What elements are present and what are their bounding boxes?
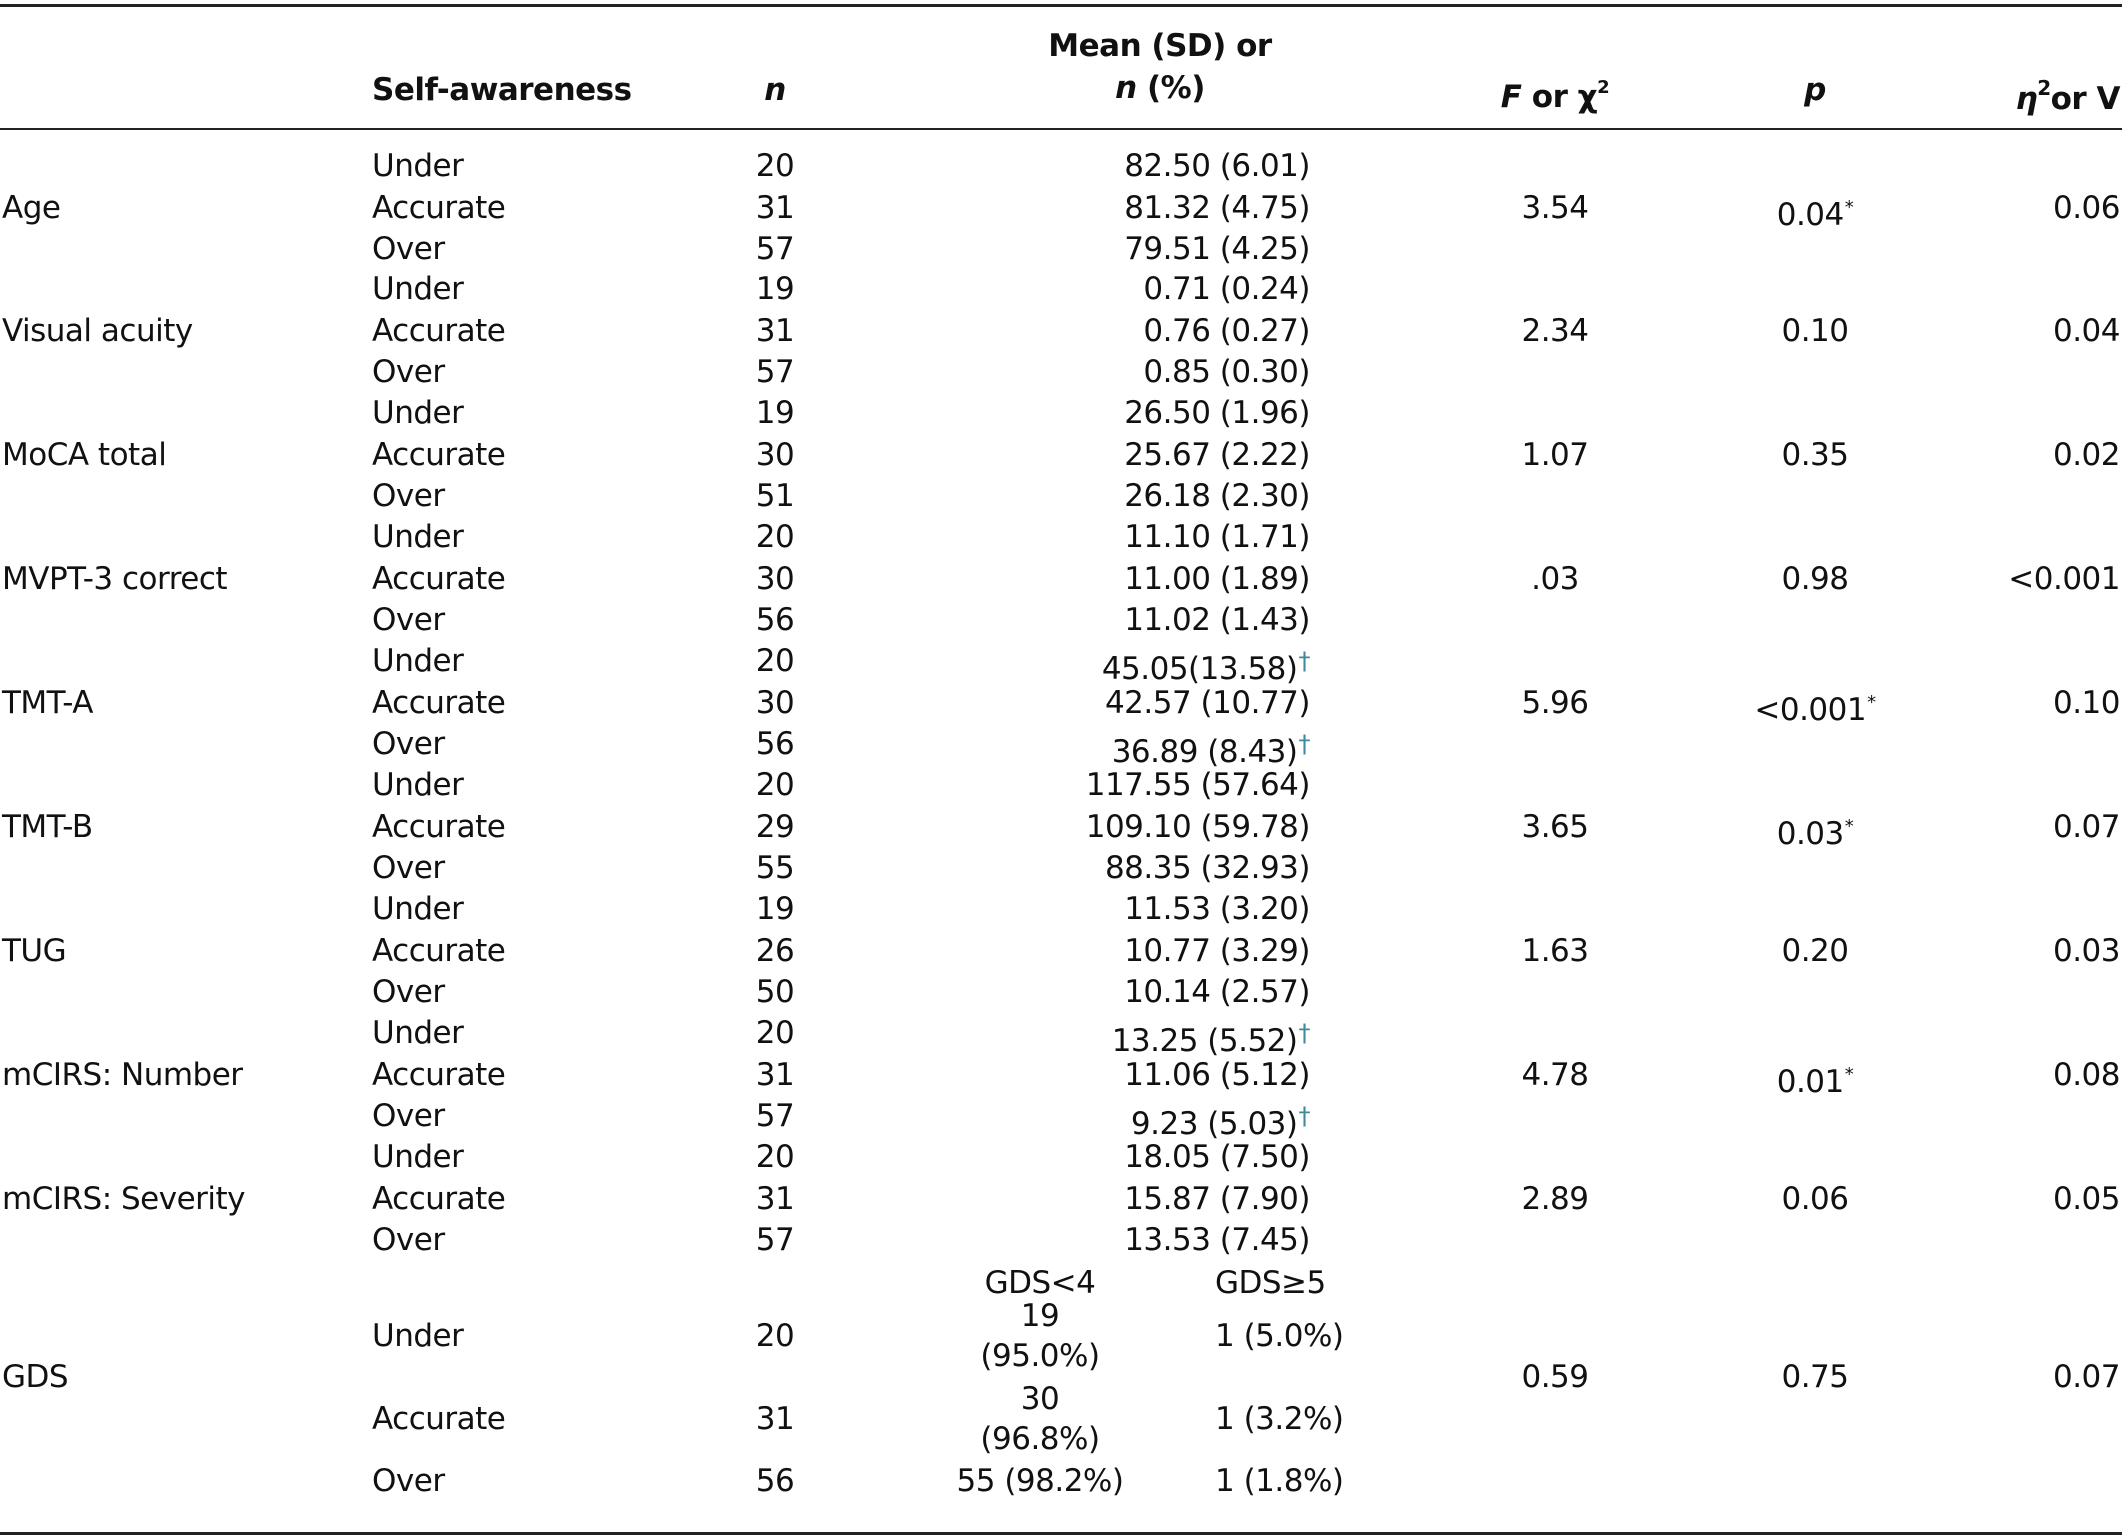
self-awareness-group: Over <box>372 974 445 1010</box>
n-value: 31 <box>755 312 795 349</box>
self-awareness-group: Under <box>372 519 464 555</box>
n-value: 20 <box>755 643 795 679</box>
self-awareness-group: Accurate <box>372 1401 506 1437</box>
significance-mark: * <box>1844 196 1854 218</box>
self-awareness-group: Over <box>372 1222 445 1258</box>
header-eta-or-v: $\eta^2or$ V <box>2015 76 2120 117</box>
n-value: 56 <box>755 726 795 762</box>
n-value: 57 <box>755 1098 795 1134</box>
header-n: n <box>764 72 786 108</box>
mean-sd-value: 13.25 (5.52)† <box>1111 1019 1310 1059</box>
variable-label: mCIRS: Severity <box>2 1180 246 1217</box>
effect-size-value: 0.10 <box>2052 684 2120 721</box>
n-value: 56 <box>755 602 795 638</box>
p-value: 0.03* <box>1776 815 1854 852</box>
mean-sd-value: 0.71 (0.24) <box>1143 271 1310 307</box>
self-awareness-group: Under <box>372 395 464 431</box>
gds-col2-value: 1 (5.0%) <box>1215 1318 1344 1354</box>
gds-col1-value: 30 <box>1020 1381 1060 1417</box>
mean-sd-value: 18.05 (7.50) <box>1124 1139 1310 1175</box>
p-value: 0.98 <box>1781 560 1849 597</box>
variable-label: TUG <box>2 932 67 969</box>
header-mean-line1: Mean (SD) or <box>1048 28 1272 64</box>
gds-col1-percent: (95.0%) <box>980 1338 1100 1374</box>
header-rule <box>0 128 2122 130</box>
header-p: p <box>1804 72 1826 108</box>
n-value: 20 <box>755 1318 795 1354</box>
variable-label: GDS <box>2 1359 69 1395</box>
n-value: 57 <box>755 354 795 390</box>
p-value: <0.001* <box>1754 691 1876 728</box>
p-value: 0.75 <box>1781 1359 1849 1395</box>
mean-sd-value: 10.77 (3.29) <box>1124 932 1310 969</box>
mean-sd-value: 82.50 (6.01) <box>1124 148 1310 184</box>
self-awareness-group: Under <box>372 1318 464 1354</box>
n-value: 31 <box>755 1401 795 1437</box>
gds-col2-header: GDS≥5 <box>1215 1265 1326 1301</box>
variable-label: Visual acuity <box>2 312 193 349</box>
f-value: 1.63 <box>1521 932 1589 969</box>
self-awareness-group: Under <box>372 767 464 803</box>
effect-size-value: 0.03 <box>2052 932 2120 969</box>
n-value: 31 <box>755 1056 795 1093</box>
self-awareness-group: Under <box>372 271 464 307</box>
bottom-rule <box>0 1532 2122 1535</box>
n-value: 31 <box>755 1180 795 1217</box>
n-value: 19 <box>755 271 795 307</box>
self-awareness-group: Accurate <box>372 1056 506 1093</box>
self-awareness-group: Under <box>372 891 464 927</box>
mean-sd-value: 13.53 (7.45) <box>1124 1222 1310 1258</box>
mean-sd-value: 11.00 (1.89) <box>1124 560 1310 597</box>
n-value: 26 <box>755 932 795 969</box>
n-value: 50 <box>755 974 795 1010</box>
mean-sd-value: 26.50 (1.96) <box>1124 395 1310 431</box>
effect-size-value: 0.06 <box>2052 189 2120 226</box>
n-value: 20 <box>755 148 795 184</box>
p-value: 0.04* <box>1776 196 1854 233</box>
self-awareness-group: Over <box>372 478 445 514</box>
f-value: 4.78 <box>1521 1056 1589 1093</box>
variable-label: TMT-B <box>2 808 93 845</box>
gds-col2-value: 1 (3.2%) <box>1215 1401 1344 1437</box>
n-value: 30 <box>755 684 795 721</box>
self-awareness-group: Under <box>372 1139 464 1175</box>
n-value: 19 <box>755 395 795 431</box>
significance-mark: * <box>1844 1063 1854 1085</box>
mean-sd-value: 109.10 (59.78) <box>1085 808 1310 845</box>
mean-sd-value: 36.89 (8.43)† <box>1111 730 1310 770</box>
variable-label: TMT-A <box>2 684 93 721</box>
f-value: 0.59 <box>1521 1359 1589 1395</box>
mean-sd-value: 11.02 (1.43) <box>1124 602 1310 638</box>
n-value: 57 <box>755 231 795 267</box>
self-awareness-group: Over <box>372 602 445 638</box>
gds-col2-value: 1 (1.8%) <box>1215 1463 1344 1499</box>
gds-col1-header: GDS<4 <box>984 1265 1096 1301</box>
n-value: 51 <box>755 478 795 514</box>
header-mean-line2: n (%) <box>1115 70 1205 106</box>
p-value: 0.20 <box>1781 932 1849 969</box>
variable-label: mCIRS: Number <box>2 1056 243 1093</box>
self-awareness-group: Accurate <box>372 560 506 597</box>
n-value: 30 <box>755 560 795 597</box>
mean-sd-value: 79.51 (4.25) <box>1124 231 1310 267</box>
self-awareness-group: Accurate <box>372 1180 506 1217</box>
mean-sd-value: 10.14 (2.57) <box>1124 974 1310 1010</box>
mean-sd-value: 15.87 (7.90) <box>1124 1180 1310 1217</box>
p-value: 0.06 <box>1781 1180 1849 1217</box>
mean-sd-value: 45.05(13.58)† <box>1101 647 1310 687</box>
self-awareness-group: Under <box>372 643 464 679</box>
self-awareness-group: Accurate <box>372 684 506 721</box>
variable-label: MVPT-3 correct <box>2 560 228 597</box>
dagger-mark: † <box>1298 1019 1310 1047</box>
n-value: 57 <box>755 1222 795 1258</box>
n-value: 20 <box>755 1015 795 1051</box>
gds-col1-value: 55 (98.2%) <box>956 1463 1124 1499</box>
variable-label: MoCA total <box>2 436 167 473</box>
self-awareness-group: Under <box>372 1015 464 1051</box>
p-value: 0.01* <box>1776 1063 1854 1100</box>
effect-size-value: <0.001 <box>2008 560 2120 597</box>
self-awareness-group: Under <box>372 148 464 184</box>
n-value: 55 <box>755 850 795 886</box>
header-self-awareness: Self-awareness <box>372 72 632 108</box>
n-value: 30 <box>755 436 795 473</box>
self-awareness-group: Accurate <box>372 932 506 969</box>
significance-mark: * <box>1867 691 1876 713</box>
n-value: 19 <box>755 891 795 927</box>
top-rule <box>0 4 2122 7</box>
mean-sd-value: 0.76 (0.27) <box>1143 312 1310 349</box>
self-awareness-group: Over <box>372 850 445 886</box>
mean-sd-value: 11.10 (1.71) <box>1124 519 1310 555</box>
mean-sd-value: 25.67 (2.22) <box>1124 436 1310 473</box>
dagger-mark: † <box>1298 647 1310 675</box>
effect-size-value: 0.05 <box>2052 1180 2120 1217</box>
mean-sd-value: 0.85 (0.30) <box>1143 354 1310 390</box>
effect-size-value: 0.07 <box>2052 808 2120 845</box>
effect-size-value: 0.07 <box>2052 1359 2120 1395</box>
dagger-mark: † <box>1298 1102 1310 1130</box>
mean-sd-value: 88.35 (32.93) <box>1104 850 1310 886</box>
f-value: 3.65 <box>1521 808 1589 845</box>
mean-sd-value: 11.06 (5.12) <box>1124 1056 1310 1093</box>
self-awareness-group: Accurate <box>372 436 506 473</box>
dagger-mark: † <box>1298 730 1310 758</box>
f-value: 5.96 <box>1521 684 1589 721</box>
self-awareness-group: Over <box>372 726 445 762</box>
header-f-or-chi2: F or $\chi^2$ <box>1500 77 1610 115</box>
mean-sd-value: 81.32 (4.75) <box>1124 189 1310 226</box>
effect-size-value: 0.04 <box>2052 312 2120 349</box>
self-awareness-group: Over <box>372 231 445 267</box>
gds-col1-value: 19 <box>1020 1298 1060 1334</box>
f-value: 2.34 <box>1521 312 1589 349</box>
mean-sd-value: 11.53 (3.20) <box>1124 891 1310 927</box>
f-value: 2.89 <box>1521 1180 1589 1217</box>
self-awareness-group: Over <box>372 354 445 390</box>
self-awareness-group: Accurate <box>372 189 506 226</box>
f-value: 1.07 <box>1521 436 1589 473</box>
p-value: 0.35 <box>1781 436 1849 473</box>
variable-label: Age <box>2 189 61 226</box>
f-value: 3.54 <box>1521 189 1589 226</box>
self-awareness-group: Accurate <box>372 808 506 845</box>
n-value: 29 <box>755 808 795 845</box>
self-awareness-group: Over <box>372 1463 445 1499</box>
effect-size-value: 0.02 <box>2052 436 2120 473</box>
self-awareness-group: Over <box>372 1098 445 1134</box>
mean-sd-value: 9.23 (5.03)† <box>1130 1102 1310 1142</box>
gds-col1-percent: (96.8%) <box>980 1421 1100 1457</box>
n-value: 20 <box>755 767 795 803</box>
effect-size-value: 0.08 <box>2052 1056 2120 1093</box>
n-value: 31 <box>755 189 795 226</box>
f-value: .03 <box>1531 560 1579 597</box>
p-value: 0.10 <box>1781 312 1849 349</box>
n-value: 20 <box>755 519 795 555</box>
n-value: 56 <box>755 1463 795 1499</box>
n-value: 20 <box>755 1139 795 1175</box>
mean-sd-value: 42.57 (10.77) <box>1104 684 1310 721</box>
mean-sd-value: 26.18 (2.30) <box>1124 478 1310 514</box>
significance-mark: * <box>1844 815 1854 837</box>
self-awareness-group: Accurate <box>372 312 506 349</box>
mean-sd-value: 117.55 (57.64) <box>1085 767 1310 803</box>
